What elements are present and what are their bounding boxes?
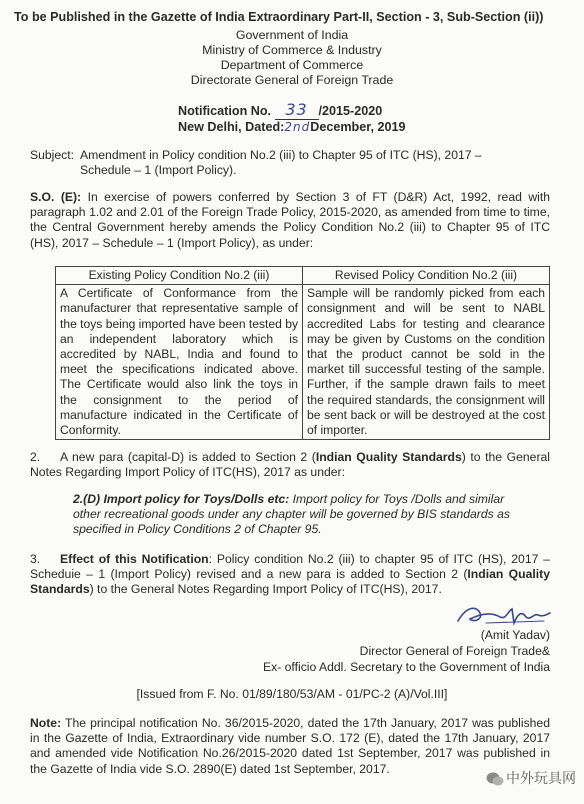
issued-file-reference: [Issued from F. No. 01/89/180/53/AM - 01/PC-2 (A)/Vol.III] <box>136 687 448 701</box>
paragraph-2-text-b: ) to the General Notes Regarding Import Policy of ITC(HS), 2017 as under: <box>30 450 550 480</box>
signatory-title-2: Ex- officio Addl. Secretary to the Government of India <box>262 660 550 674</box>
subject-line-1: Amendment in Policy condition No.2 (iii) to Chapter 95 of ITC (HS), 2017 – <box>80 148 482 162</box>
table-row <box>56 285 550 440</box>
signatory-name: (Amit Yadav) <box>480 628 550 642</box>
place-date-prefix: New Delhi, Dated: <box>178 120 285 135</box>
existing-condition-header: Existing Policy Condition No.2 (iii) <box>56 267 303 285</box>
source-watermark <box>486 771 576 787</box>
notification-number-line <box>178 102 418 120</box>
place-date-line <box>178 120 418 135</box>
org-department: Department of Commerce <box>220 58 364 72</box>
quoted-policy-para <box>73 492 513 538</box>
paragraph-2 <box>30 450 550 480</box>
policy-condition-table <box>55 266 550 440</box>
subject-label: Subject: <box>30 148 75 162</box>
quote-heading: 2.(D) Import policy for Toys/Dolls etc: <box>73 492 290 506</box>
note-paragraph <box>30 716 550 777</box>
org-government: Government of India <box>235 28 349 42</box>
so-paragraph <box>30 190 550 251</box>
subject-block <box>30 148 550 178</box>
revised-condition-text: Sample will be randomly picked from each consignment and will be sent to NABL accredited Labs for testing and clearance may be given by Customs on the condition that the product cannot be sold in the market till successful testing of the sample. Further, if the sample drawn fails to meet the required standards, the consignment will be sent back or will be destroyed at the cost of importer. <box>303 285 550 440</box>
watermark-text: 中外玩具网 <box>506 771 576 787</box>
existing-condition-text: A Certificate of Conformance from the manufacturer that representative sample of the toys being imported have been tested by an independent laboratory which is accredited by NABL, India and found to meet the specifications indicated above. The Certificate would also link the toys in the consignment to the period of manufacture indicated in the Certificate of Conformity. <box>56 285 303 440</box>
subject-line-2: Schedule – 1 (Import Policy). <box>80 163 237 178</box>
so-text: In exercise of powers conferred by Section 3 of FT (D&R) Act, 1992, read with paragraph 1.02 and 2.01 of the Foreign Trade Policy, 2015-2020, as amended from time to time, the Central Government hereby amends the Policy Condition No.2 (iii) to Chapter 95 of ITC (HS), 2017 – Schedule – 1 (Import Policy), as under: <box>30 190 550 250</box>
notification-number: 33 <box>285 100 308 119</box>
table-header-row <box>56 267 550 285</box>
quote-text: Import policy for Toys /Dolls and similar other recreational goods under any chapter will be governed by BIS standards as specified in Policy Conditions 2 of Chapter 95. <box>73 492 510 537</box>
paragraph-2-number: 2. <box>30 450 41 464</box>
paragraph-2-bold: Indian Quality Standards <box>315 450 462 464</box>
paragraph-3-text-a: : Policy condition No.2 (iii) to chapter 95 of ITC (HS), 2017 – Scheduie – 1 (Import Policy) revised and a new para is added to Section 2 ( <box>30 552 551 582</box>
notification-suffix: /2015-2020 <box>318 104 383 118</box>
org-directorate: Directorate General of Foreign Trade <box>190 73 394 87</box>
notification-prefix: Notification No. <box>178 104 272 118</box>
paragraph-3-number: 3. <box>30 552 41 566</box>
chat-bubble-icon <box>486 771 504 787</box>
notification-heading <box>178 102 418 135</box>
revised-condition-header: Revised Policy Condition No.2 (iii) <box>303 267 550 285</box>
place-date-suffix: December, 2019 <box>310 120 406 135</box>
note-text: The principal notification No. 36/2015-2020, dated the 17th January, 2017 was published in the Gazette of India, Extraordinary vide number S.O. 172 (E), dated the 17th January, 2017 and amended vide Notification No.26/2015-2020 dated 1st September, 2017 was published in the Gazette of India vide S.O. 2890(E) dated 1st September, 2017. <box>30 716 550 776</box>
paragraph-3-bold-b: Indian Quality Standards <box>30 567 550 597</box>
gazette-publication-title: To be Published in the Gazette of India Extraordinary Part-II, Section - 3, Sub-Section (ii)) <box>14 10 544 24</box>
note-label: Note: <box>30 716 62 730</box>
org-ministry: Ministry of Commerce & Industry <box>202 43 382 57</box>
paragraph-3 <box>30 552 550 598</box>
signatory-title-1: Director General of Foreign Trade& <box>359 644 550 658</box>
so-label: S.O. (E): <box>30 190 82 204</box>
notification-number-field <box>275 102 319 120</box>
notification-day: 2nd <box>284 120 311 135</box>
paragraph-3-text-b: ) to the General Notes Regarding Import Policy of ITC(HS), 2017. <box>89 582 442 597</box>
paragraph-3-bold-a: Effect of this Notification <box>60 552 209 566</box>
paragraph-2-text-a: A new para (capital-D) is added to Section 2 ( <box>60 450 316 464</box>
